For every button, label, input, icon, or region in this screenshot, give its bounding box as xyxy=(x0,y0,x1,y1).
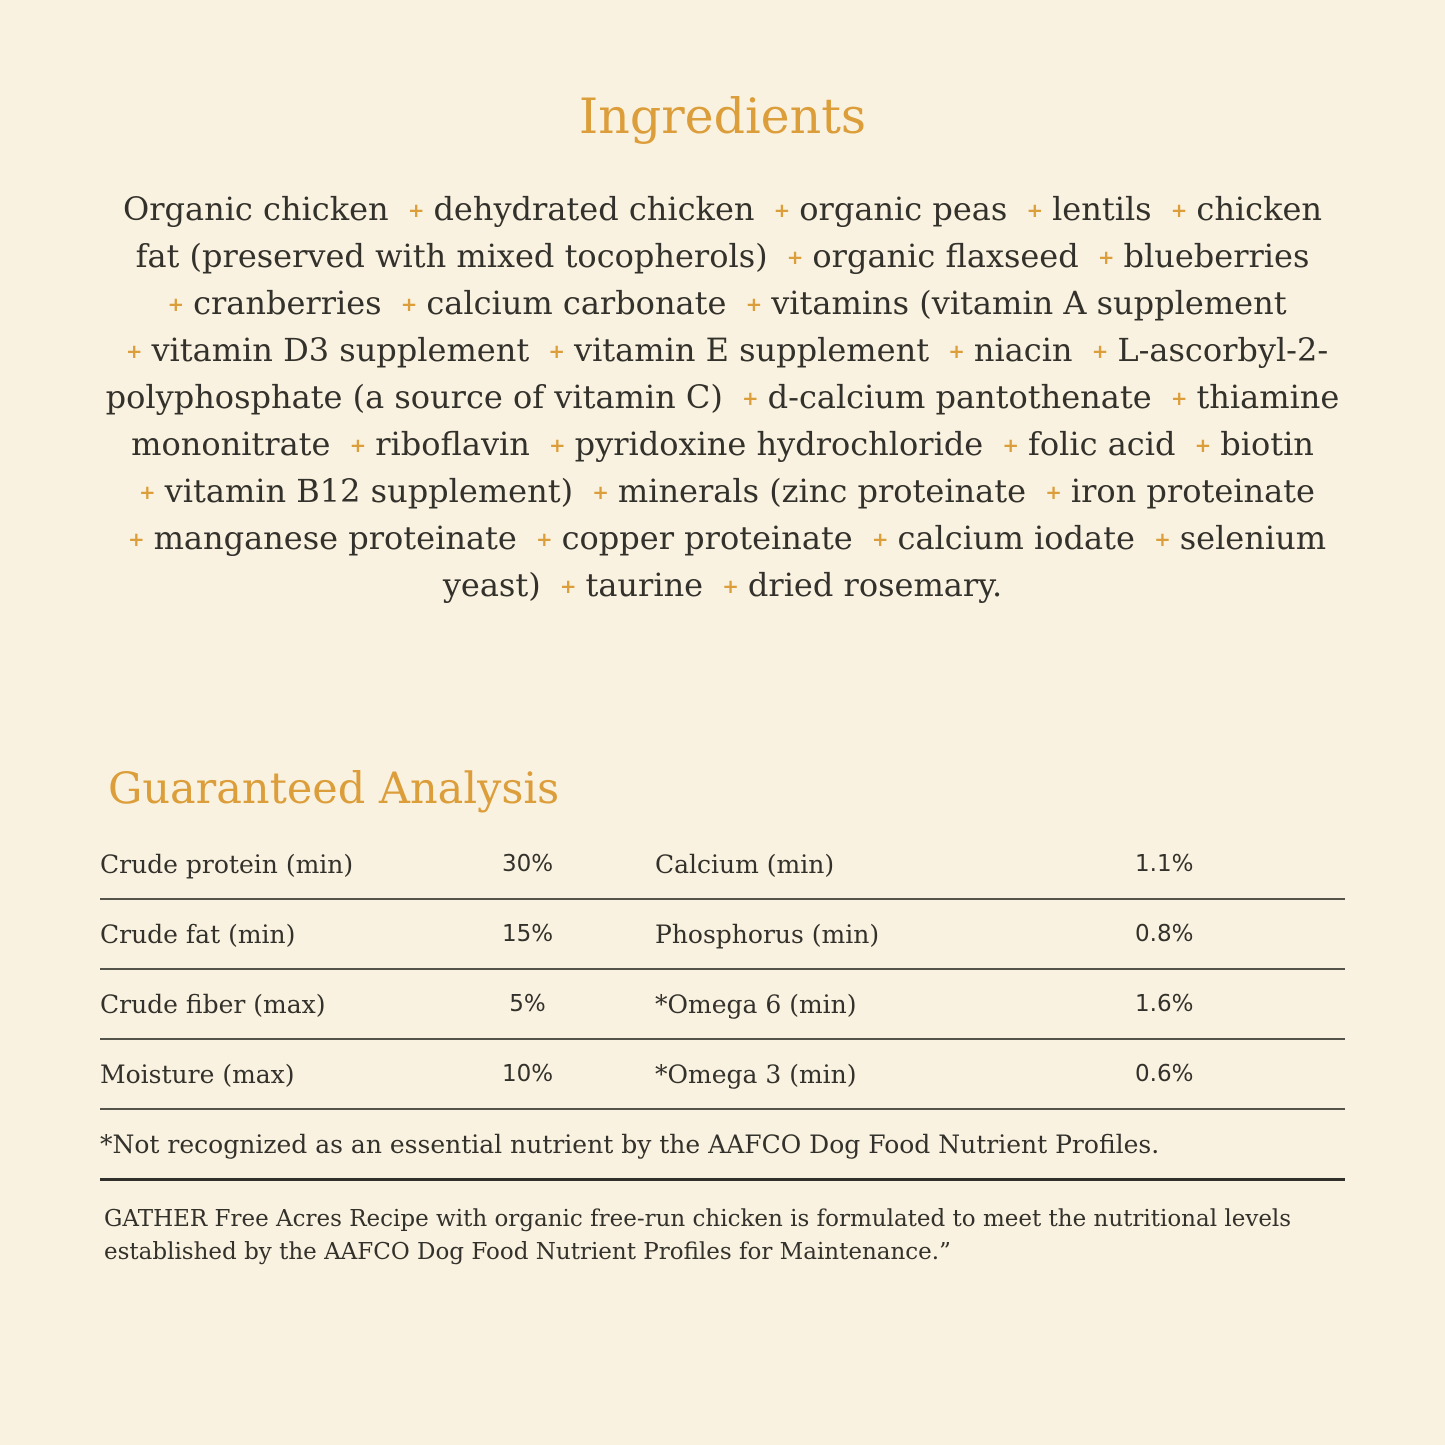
plus-separator-icon: + xyxy=(722,575,739,598)
plus-separator-icon: + xyxy=(548,340,565,363)
plus-separator-icon: + xyxy=(1154,528,1171,551)
ingredient-item: selenium yeast) xyxy=(442,519,1327,604)
plus-separator-icon: + xyxy=(745,293,763,316)
analysis-nutrient-value: 5% xyxy=(509,991,546,1017)
plus-separator-icon: + xyxy=(948,340,965,363)
ingredient-item: niacin xyxy=(973,331,1073,369)
ingredient-item: dehydrated chicken xyxy=(433,190,755,228)
ingredient-item: taurine xyxy=(585,566,704,604)
plus-separator-icon: + xyxy=(400,293,418,316)
ingredient-item: pyridoxine hydrochloride xyxy=(574,425,984,463)
ingredient-item: dried rosemary. xyxy=(747,566,1003,604)
ingredient-item: vitamin D3 supplement xyxy=(151,331,530,369)
ingredient-item: chicken fat (preserved with mixed tocopherols) xyxy=(135,190,1323,275)
analysis-nutrient-value: 0.6% xyxy=(1135,1061,1194,1087)
analysis-nutrient-label: Phosphorus (min) xyxy=(655,919,880,949)
plus-separator-icon: + xyxy=(1170,199,1188,222)
plus-separator-icon: + xyxy=(1097,246,1115,269)
analysis-nutrient-value: 10% xyxy=(501,1061,554,1087)
plus-separator-icon: + xyxy=(125,340,143,363)
ingredient-item: thiamine mononitrate xyxy=(131,378,1340,463)
ingredient-item: iron proteinate xyxy=(1070,472,1315,510)
ingredient-item: Organic chicken xyxy=(122,190,389,228)
guaranteed-analysis-table xyxy=(100,830,1345,1110)
ingredients-title: Ingredients xyxy=(578,88,867,145)
plus-separator-icon: + xyxy=(1194,434,1212,457)
analysis-nutrient-label: *Omega 3 (min) xyxy=(655,1059,857,1089)
analysis-nutrient-label: *Omega 6 (min) xyxy=(655,989,857,1019)
ingredient-item: minerals (zinc proteinate xyxy=(617,472,1027,510)
plus-separator-icon: + xyxy=(127,528,145,551)
analysis-nutrient-value: 1.1% xyxy=(1135,851,1194,877)
column-gap xyxy=(600,1040,655,1108)
plus-separator-icon: + xyxy=(535,528,553,551)
ingredient-item: vitamin B12 supplement) xyxy=(164,472,574,510)
analysis-row xyxy=(100,970,1345,1040)
aafco-statement: GATHER Free Acres Recipe with organic free-run chicken is formulated to meet the nutritional levels established by the AAFCO Dog Food Nutrient Profiles for Maintenance.” xyxy=(104,1206,1292,1265)
ingredient-item: copper proteinate xyxy=(561,519,853,557)
ingredient-item: folic acid xyxy=(1028,425,1176,463)
plus-separator-icon: + xyxy=(1026,199,1044,222)
ingredient-item: biotin xyxy=(1220,425,1314,463)
analysis-nutrient-value: 1.6% xyxy=(1135,991,1194,1017)
plus-separator-icon: + xyxy=(349,434,367,457)
plus-separator-icon: + xyxy=(871,528,889,551)
column-gap xyxy=(600,970,655,1038)
analysis-nutrient-label: Moisture (max) xyxy=(100,1059,295,1089)
ingredient-item: vitamins (vitamin A supplement xyxy=(771,284,1287,322)
plus-separator-icon: + xyxy=(786,246,804,269)
ingredient-item: organic peas xyxy=(799,190,1008,228)
ingredient-item: blueberries xyxy=(1123,237,1310,275)
plus-separator-icon: + xyxy=(549,434,566,457)
analysis-row xyxy=(100,900,1345,970)
plus-separator-icon: + xyxy=(559,575,577,598)
ingredient-item: cranberries xyxy=(193,284,382,322)
analysis-nutrient-value: 15% xyxy=(501,921,554,947)
ingredient-item: calcium iodate xyxy=(897,519,1135,557)
plus-separator-icon: + xyxy=(1091,340,1109,363)
plus-separator-icon: + xyxy=(592,481,609,504)
column-gap xyxy=(600,900,655,968)
analysis-nutrient-value: 30% xyxy=(501,851,554,877)
column-gap xyxy=(600,830,655,898)
plus-separator-icon: + xyxy=(139,481,156,504)
analysis-nutrient-value: 0.8% xyxy=(1135,921,1194,947)
ingredient-item: vitamin E supplement xyxy=(573,331,930,369)
ingredient-item: organic flaxseed xyxy=(812,237,1079,275)
plus-separator-icon: + xyxy=(167,293,185,316)
plus-separator-icon: + xyxy=(1170,387,1188,410)
ingredient-item: lentils xyxy=(1052,190,1152,228)
analysis-row xyxy=(100,1040,1345,1110)
analysis-nutrient-label: Crude fat (min) xyxy=(100,919,296,949)
analysis-nutrient-label: Calcium (min) xyxy=(655,849,835,879)
ingredient-item: d-calcium pantothenate xyxy=(767,378,1152,416)
analysis-row xyxy=(100,830,1345,900)
analysis-nutrient-label: Crude protein (min) xyxy=(100,849,354,879)
guaranteed-analysis-title: Guaranteed Analysis xyxy=(108,764,560,814)
analysis-nutrient-label: Crude fiber (max) xyxy=(100,989,326,1019)
plus-separator-icon: + xyxy=(1002,434,1020,457)
ingredient-item: manganese proteinate xyxy=(153,519,517,557)
plus-separator-icon: + xyxy=(742,387,759,410)
plus-separator-icon: + xyxy=(1045,481,1062,504)
ingredient-item: L-ascorbyl-2-polyphosphate (a source of vitamin C) xyxy=(105,331,1329,416)
analysis-footnote: *Not recognized as an essential nutrient by the AAFCO Dog Food Nutrient Profiles. xyxy=(100,1130,1345,1181)
ingredient-item: calcium carbonate xyxy=(426,284,727,322)
plus-separator-icon: + xyxy=(773,199,791,222)
plus-separator-icon: + xyxy=(407,199,425,222)
ingredient-item: riboflavin xyxy=(375,425,530,463)
ingredients-list xyxy=(102,188,1343,611)
